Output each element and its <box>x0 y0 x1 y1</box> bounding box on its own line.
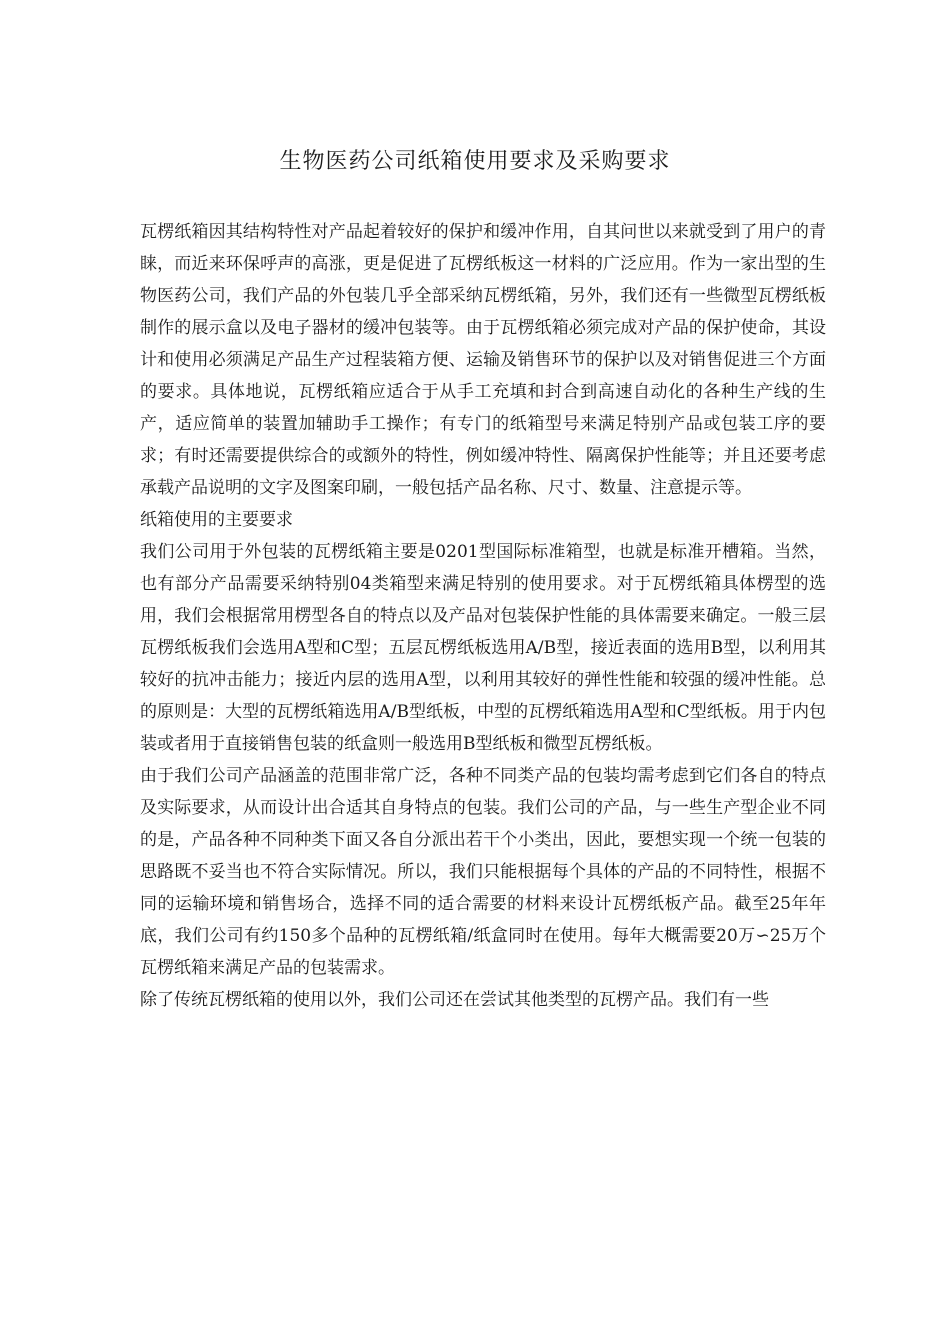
document-title: 生物医药公司纸箱使用要求及采购要求 <box>279 149 671 174</box>
paragraph-intro: 瓦楞纸箱因其结构特性对产品起着较好的保护和缓冲作用，自其问世以来就受到了用户的青睐，而近来环保呼声的高涨，更是促进了瓦楞纸板这一材料的广泛应用。作为一家出型的生物医药公司，我们产品的外包装几乎全部采纳瓦楞纸箱，另外，我们还有一些微型瓦楞纸板制作的展示盒以及电子器材的缓冲包装等。由于瓦楞纸箱必须完成对产品的保护使命，其设计和使用必须满足产品生产过程装箱方便、运输及销售环节的保护以及对销售促进三个方面的要求。具体地说，瓦楞纸箱应适合于从手工充填和封合到高速自动化的各种生产线的生产，适应简单的装置加辅助手工操作；有专门的纸箱型号来满足特别产品或包装工序的要求；有时还需要提供综合的或额外的特性，例如缓冲特性、隔离保护性能等；并且还要考虑承载产品说明的文字及图案印刷，一般包括产品名称、尺寸、数量、注意提示等。 <box>140 222 826 498</box>
document-body <box>140 216 826 1016</box>
section-heading: 纸箱使用的主要要求 <box>140 510 293 530</box>
paragraph-box-types: 我们公司用于外包装的瓦楞纸箱主要是0201型国际标准箱型，也就是标准开槽箱。当然，也有部分产品需要采纳特别04类箱型来满足特别的使用要求。对于瓦楞纸箱具体楞型的选用，我们会根据常用楞型各自的特点以及产品对包装保护性能的具体需要来确定。一般三层瓦楞纸板我们会选用A型和C型；五层瓦楞纸板选用A/B型，接近表面的选用B型，以利用其较好的抗冲击能力；接近内层的选用A型，以利用其较好的弹性性能和较强的缓冲性能。总的原则是：大型的瓦楞纸箱选用A/B型纸板，中型的瓦楞纸箱选用A型和C型纸板。用于内包装或者用于直接销售包装的纸盒则一般选用B型纸板和微型瓦楞纸板。 <box>140 542 826 754</box>
paragraph-other-products: 除了传统瓦楞纸箱的使用以外，我们公司还在尝试其他类型的瓦楞产品。我们有一些 <box>140 990 769 1010</box>
paragraph-product-range: 由于我们公司产品涵盖的范围非常广泛，各种不同类产品的包装均需考虑到它们各自的特点及实际要求，从而设计出合适其自身特点的包装。我们公司的产品，与一些生产型企业不同的是，产品各种不同种类下面又各自分派出若干个小类出，因此，要想实现一个统一包装的思路既不妥当也不符合实际情况。所以，我们只能根据每个具体的产品的不同特性，根据不同的运输环境和销售场合，选择不同的适合需要的材料来设计瓦楞纸板产品。截至25年年底，我们公司有约150多个品种的瓦楞纸箱/纸盒同时在使用。每年大概需要20万∽25万个瓦楞纸箱来满足产品的包装需求。 <box>140 766 826 978</box>
